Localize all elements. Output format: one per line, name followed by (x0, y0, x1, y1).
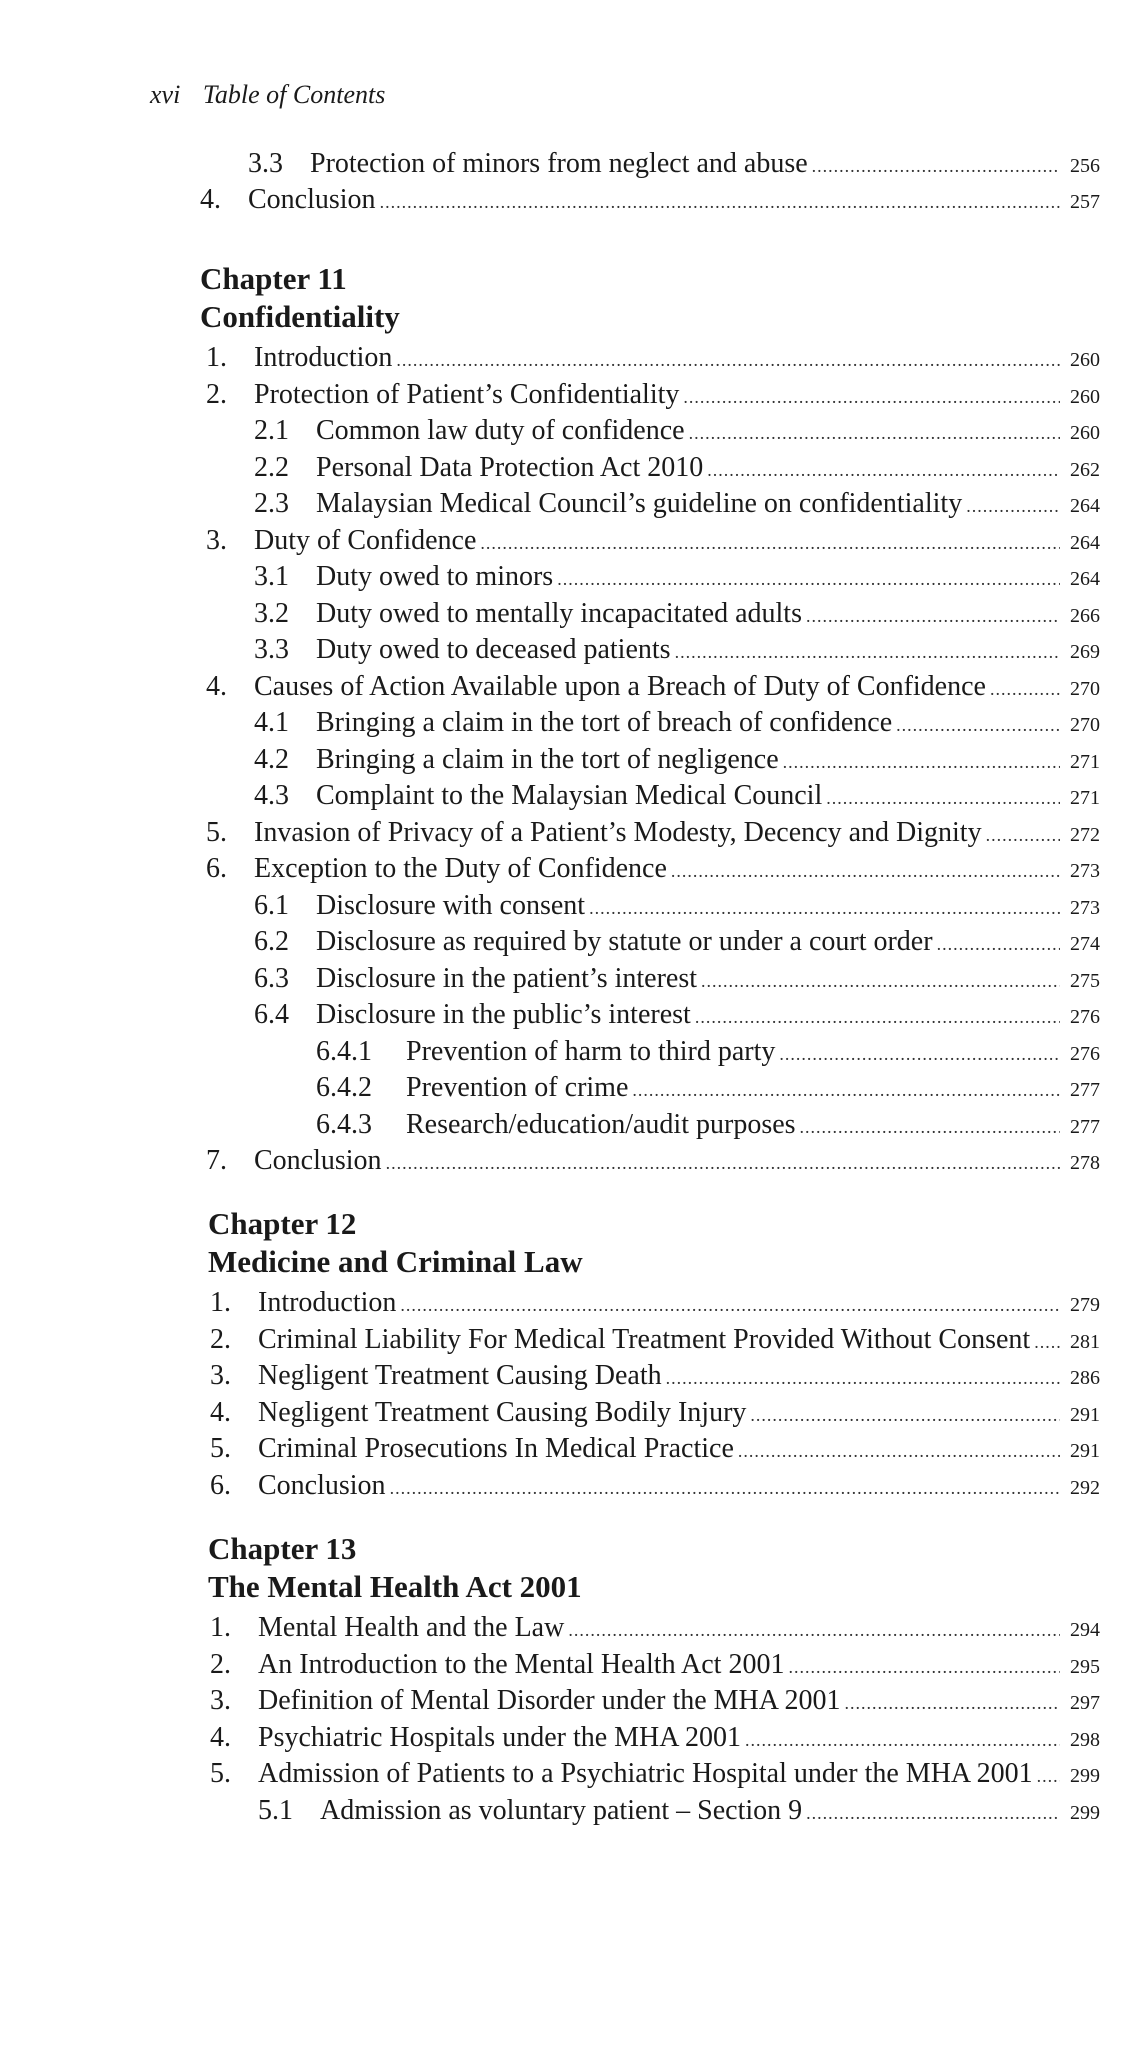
toc-entry-title: Criminal Liability For Medical Treatment Provided Without Consent (258, 1323, 1031, 1355)
toc-entry-page: 299 (1070, 1801, 1100, 1824)
dot-leader (937, 924, 1060, 962)
toc-entry-number: 2.1 (254, 415, 289, 446)
toc-entry-page: 281 (1070, 1330, 1100, 1353)
toc-entry-page: 276 (1070, 1006, 1100, 1028)
dot-leader (589, 888, 1060, 926)
dot-leader (966, 486, 1060, 524)
toc-entry-page: 271 (1070, 750, 1100, 773)
toc-entry-title: Conclusion (254, 1145, 382, 1176)
toc-entry-number: 2.2 (254, 451, 289, 483)
toc-entry-page: 264 (1070, 495, 1100, 517)
toc-entry-number: 6.3 (254, 962, 289, 994)
toc-entry (210, 1720, 1100, 1756)
toc-entry-number: 6.4 (254, 999, 289, 1030)
toc-entry (316, 1034, 1100, 1070)
toc-entry-number: 2. (210, 1323, 231, 1355)
toc-entry-page: 266 (1070, 604, 1100, 627)
toc-entry (210, 1431, 1100, 1467)
toc-entry-title: Invasion of Privacy of a Patient’s Modesty, Decency and Dignity (254, 816, 982, 848)
toc-entry-title: Admission as voluntary patient – Section 9 (320, 1794, 803, 1826)
toc-entry-page: 286 (1070, 1367, 1100, 1389)
dot-leader (683, 377, 1060, 415)
toc-entry-number: 4.3 (254, 780, 289, 811)
toc-entry (254, 632, 1100, 668)
toc-entry-number: 3.3 (254, 634, 289, 665)
dot-leader (480, 523, 1060, 561)
toc-entry-number: 5. (206, 816, 227, 848)
toc-entry-title: Duty owed to mentally incapacitated adults (316, 597, 802, 629)
toc-entry-page: 292 (1070, 1476, 1100, 1499)
toc-entry-number: 6.1 (254, 889, 289, 921)
toc-entry-page: 273 (1070, 860, 1100, 882)
toc-entry-title: Duty owed to minors (316, 561, 554, 592)
toc-entry-title: An Introduction to the Mental Health Act 2001 (258, 1648, 785, 1680)
dot-leader (783, 742, 1060, 780)
toc-entry (206, 669, 1100, 705)
toc-entry-number: 5. (210, 1433, 231, 1464)
toc-entry-number: 4. (206, 670, 227, 702)
toc-entry-page: 274 (1070, 933, 1100, 955)
toc-entry-page: 260 (1070, 422, 1100, 444)
toc-entry (254, 742, 1100, 778)
toc-entry-page: 291 (1070, 1403, 1100, 1426)
toc-entry-page: 275 (1070, 969, 1100, 992)
toc-entry-title: Prevention of harm to third party (406, 1035, 776, 1067)
toc-entry-number: 2. (210, 1648, 231, 1680)
toc-entry-number: 4. (210, 1396, 231, 1428)
dot-leader (745, 1720, 1060, 1758)
running-head-title: Table of Contents (202, 80, 386, 109)
toc-entry-title: Complaint to the Malaysian Medical Council (316, 780, 823, 811)
toc-entry-title: Admission of Patients to a Psychiatric Hospital under the MHA 2001 (258, 1758, 1033, 1789)
dot-leader (844, 1683, 1060, 1721)
chapter-title: Confidentiality (200, 299, 400, 334)
toc-entry-number: 4. (210, 1721, 231, 1753)
chapter-number: Chapter 11 (200, 261, 347, 296)
toc-entry-page: 257 (1070, 191, 1100, 213)
toc-entry (206, 523, 1100, 559)
dot-leader (695, 997, 1060, 1035)
dot-leader (689, 413, 1060, 451)
toc-entry (316, 1107, 1100, 1143)
toc-entry-number: 6. (210, 1469, 231, 1501)
toc-entry-page: 278 (1070, 1152, 1100, 1174)
toc-entry-number: 1. (210, 1287, 231, 1318)
dot-leader (671, 851, 1060, 889)
toc-entry-title: Conclusion (258, 1469, 386, 1501)
toc-entry (254, 450, 1100, 486)
toc-entry-number: 1. (210, 1612, 231, 1643)
toc-entry-number: 3. (210, 1360, 231, 1391)
toc-entry-number: 5.1 (258, 1794, 293, 1826)
toc-entry (200, 182, 1100, 218)
dot-leader (750, 1395, 1060, 1433)
toc-entry-page: 277 (1070, 1115, 1100, 1138)
toc-entry-page: 264 (1070, 531, 1100, 554)
toc-entry-title: Introduction (254, 342, 393, 373)
toc-entry (210, 1756, 1100, 1792)
chapter-number: Chapter 13 (208, 1531, 357, 1566)
toc-entry-title: Negligent Treatment Causing Death (258, 1360, 662, 1391)
toc-entry-page: 273 (1070, 896, 1100, 919)
toc-entry (254, 413, 1100, 449)
toc-entry-title: Conclusion (248, 184, 376, 215)
toc-entry (206, 377, 1100, 413)
dot-leader (701, 961, 1060, 999)
toc-entry-title: Bringing a claim in the tort of negligence (316, 743, 779, 775)
toc-entry (210, 1285, 1100, 1321)
toc-entry-title: Duty of Confidence (254, 524, 477, 556)
dot-leader (1034, 1322, 1060, 1360)
toc-entry-number: 6.4.2 (316, 1072, 372, 1103)
toc-entry (210, 1610, 1100, 1646)
dot-leader (390, 1468, 1060, 1506)
toc-entry-page: 269 (1070, 641, 1100, 663)
chapter-number: Chapter 12 (208, 1206, 357, 1241)
running-head (150, 80, 385, 110)
toc-entry-title: Research/education/audit purposes (406, 1108, 796, 1140)
toc-entry-page: 298 (1070, 1728, 1100, 1751)
toc-entry-title: Psychiatric Hospitals under the MHA 2001 (258, 1721, 741, 1753)
toc-entry-number: 3.2 (254, 597, 289, 629)
toc-entry (210, 1358, 1100, 1394)
toc-entry (206, 815, 1100, 851)
toc-entry-number: 1. (206, 342, 227, 373)
toc-entry-number: 3. (206, 524, 227, 556)
dot-leader (986, 815, 1060, 853)
toc-entry-number: 7. (206, 1145, 227, 1176)
toc-entry-title: Personal Data Protection Act 2010 (316, 451, 704, 483)
toc-entry (254, 924, 1100, 960)
dot-leader (779, 1034, 1060, 1072)
toc-entry-title: Criminal Prosecutions In Medical Practice (258, 1433, 734, 1464)
toc-entry-title: Disclosure with consent (316, 889, 586, 921)
toc-entry-page: 299 (1070, 1765, 1100, 1787)
dot-leader (675, 632, 1060, 670)
toc-entry (206, 1143, 1100, 1179)
dot-leader (568, 1610, 1060, 1648)
toc-entry (206, 851, 1100, 887)
toc-entry-page: 272 (1070, 823, 1100, 846)
dot-leader (386, 1143, 1060, 1181)
toc-entry-title: Disclosure in the public’s interest (316, 999, 691, 1030)
toc-entry (210, 1468, 1100, 1504)
toc-entry-page: 262 (1070, 458, 1100, 481)
toc-entry-page: 279 (1070, 1294, 1100, 1316)
toc-entry (210, 1683, 1100, 1719)
toc-entry-page: 297 (1070, 1692, 1100, 1714)
dot-leader (738, 1431, 1060, 1469)
toc-entry (206, 340, 1100, 376)
dot-leader (788, 1647, 1060, 1685)
dot-leader (400, 1285, 1060, 1323)
toc-entry-page: 295 (1070, 1655, 1100, 1678)
dot-leader (632, 1070, 1060, 1108)
chapter-title: Medicine and Criminal Law (208, 1244, 583, 1279)
dot-leader (800, 1107, 1060, 1145)
toc-entry-number: 4. (200, 184, 221, 215)
dot-leader (806, 596, 1060, 634)
toc-entry (258, 1793, 1100, 1829)
toc-entry-number: 3.1 (254, 561, 289, 592)
chapter-title: The Mental Health Act 2001 (208, 1569, 582, 1604)
toc-entry-page: 270 (1070, 677, 1100, 700)
toc-entry (254, 778, 1100, 814)
toc-entry-page: 271 (1070, 787, 1100, 809)
toc-entry-title: Common law duty of confidence (316, 415, 685, 446)
toc-entry-title: Duty owed to deceased patients (316, 634, 671, 665)
toc-entry-page: 276 (1070, 1042, 1100, 1065)
toc-entry-title: Disclosure as required by statute or under a court order (316, 926, 933, 957)
toc-entry-number: 3. (210, 1685, 231, 1716)
toc-entry-title: Protection of Patient’s Confidentiality (254, 378, 680, 410)
toc-entry-number: 6.2 (254, 926, 289, 957)
dot-leader (666, 1358, 1060, 1396)
toc-entry-number: 4.1 (254, 707, 289, 738)
toc-entry (254, 705, 1100, 741)
dot-leader (896, 705, 1060, 743)
toc-entry-page: 260 (1070, 349, 1100, 371)
toc-entry-page: 256 (1070, 155, 1100, 177)
dot-leader (1037, 1756, 1060, 1794)
toc-entry-number: 2. (206, 378, 227, 410)
toc-entry (316, 1070, 1100, 1106)
toc-entry-title: Mental Health and the Law (258, 1612, 565, 1643)
toc-entry-page: 264 (1070, 568, 1100, 590)
toc-entry-page: 291 (1070, 1440, 1100, 1462)
toc-entry-number: 2.3 (254, 488, 289, 519)
dot-leader (826, 778, 1060, 816)
toc-entry (254, 888, 1100, 924)
toc-entry (254, 559, 1100, 595)
toc-entry-page: 277 (1070, 1079, 1100, 1101)
dot-leader (557, 559, 1060, 597)
toc-entry-title: Bringing a claim in the tort of breach of confidence (316, 707, 893, 738)
toc-entry-number: 4.2 (254, 743, 289, 775)
toc-entry (254, 596, 1100, 632)
toc-entry (210, 1647, 1100, 1683)
dot-leader (396, 340, 1060, 378)
toc-entry-number: 3.3 (248, 148, 283, 179)
dot-leader (806, 1793, 1060, 1831)
dot-leader (380, 182, 1060, 220)
toc-entry-title: Malaysian Medical Council’s guideline on confidentiality (316, 488, 963, 519)
toc-entry-number: 5. (210, 1758, 231, 1789)
toc-entry-number: 6.4.1 (316, 1035, 372, 1067)
toc-entry-title: Negligent Treatment Causing Bodily Injury (258, 1396, 747, 1428)
toc-entry-number: 6. (206, 853, 227, 884)
dot-leader (990, 669, 1060, 707)
toc-entry-title: Disclosure in the patient’s interest (316, 962, 698, 994)
running-head-page-number: xvi (150, 80, 181, 109)
toc-entry-number: 6.4.3 (316, 1108, 372, 1140)
toc-entry-page: 294 (1070, 1619, 1100, 1641)
toc-entry (254, 486, 1100, 522)
toc-entry-page: 270 (1070, 714, 1100, 736)
toc-entry-title: Definition of Mental Disorder under the MHA 2001 (258, 1685, 841, 1716)
toc-entry (210, 1395, 1100, 1431)
toc-entry-title: Prevention of crime (406, 1072, 629, 1103)
toc-entry-title: Protection of minors from neglect and abuse (310, 148, 808, 179)
toc-entry-title: Introduction (258, 1287, 397, 1318)
toc-entry (210, 1322, 1100, 1358)
toc-entry-title: Exception to the Duty of Confidence (254, 853, 667, 884)
toc-entry-page: 260 (1070, 385, 1100, 408)
dot-leader (812, 146, 1060, 184)
toc-entry-title: Causes of Action Available upon a Breach of Duty of Confidence (254, 670, 986, 702)
toc-entry (254, 961, 1100, 997)
dot-leader (707, 450, 1060, 488)
toc-entry (254, 997, 1100, 1033)
toc-entry (248, 146, 1100, 182)
